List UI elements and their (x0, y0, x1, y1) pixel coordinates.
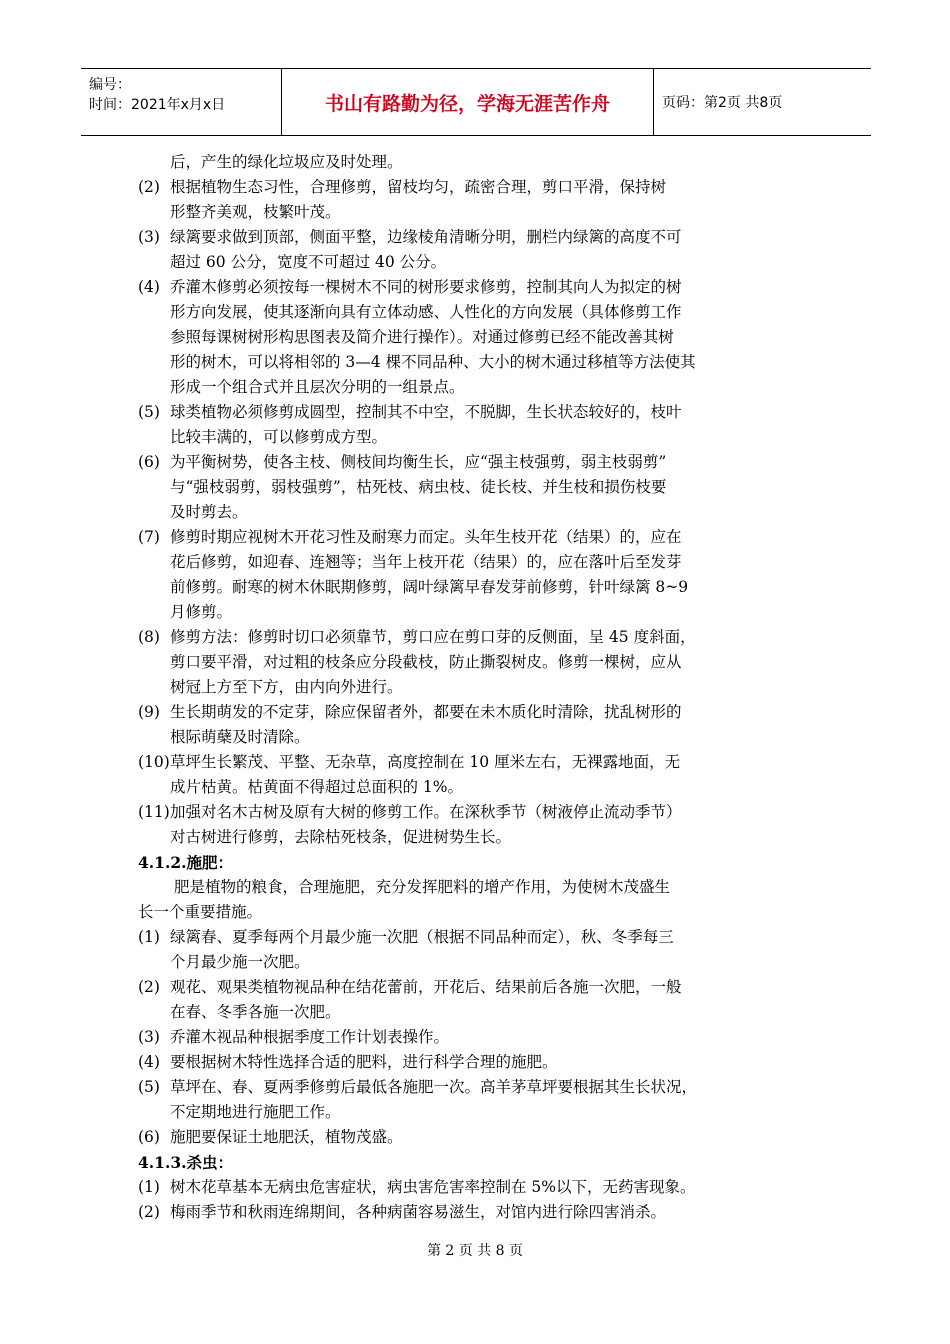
header-meta (81, 69, 282, 135)
item-line: 形的树木，可以将相邻的 3—4 棵不同品种、大小的树木通过移植等方法使其 (170, 353, 696, 371)
item-line: 前修剪。耐寒的树木休眠期修剪，阔叶绿篱早春发芽前修剪，针叶绿篱 8~9 (170, 578, 689, 596)
fertilize-para-line: 长一个重要措施。 (138, 903, 263, 921)
item-line: 花后修剪，如迎春、连翘等；当年上枝开花（结果）的，应在落叶后至发芽 (170, 553, 682, 571)
item-text (170, 400, 828, 450)
item-number: (6) (138, 1128, 160, 1146)
section-heading-fertilize: 4.1.2.施肥： (138, 853, 234, 872)
list-item (138, 450, 828, 525)
fertilize-list (138, 925, 828, 1150)
intro-line: 后，产生的绿化垃圾应及时处理。 (170, 153, 403, 171)
header-page-info: 页码：第2页 共8页 (662, 95, 783, 111)
item-line: 对古树进行修剪，去除枯死枝条，促进树势生长。 (170, 828, 512, 846)
item-line: 草坪在、春、夏两季修剪后最低各施肥一次。高羊茅草坪要根据其生长状况， (170, 1078, 698, 1096)
item-text (170, 700, 828, 750)
item-line: 超过 60 公分，宽度不可超过 40 公分。 (170, 253, 447, 271)
item-text (170, 925, 828, 975)
page-footer: 第 2 页 共 8 页 (426, 1243, 524, 1259)
item-line: 乔灌木视品种根据季度工作计划表操作。 (170, 1028, 450, 1046)
list-item (138, 1175, 828, 1200)
list-item (138, 975, 828, 1025)
item-line: 观花、观果类植物视品种在结花蕾前，开花后、结果前后各施一次肥，一般 (170, 978, 682, 996)
item-number: (4) (138, 1053, 160, 1071)
item-text (170, 625, 828, 700)
item-line: 球类植物必须修剪成圆型，控制其不中空，不脱脚，生长状态较好的，枝叶 (170, 403, 682, 421)
item-text (170, 975, 828, 1025)
document-number-label: 编号： (89, 77, 131, 93)
section-heading-pest: 4.1.3.杀虫： (138, 1153, 234, 1172)
item-line: 绿篱要求做到顶部，侧面平整，边缘棱角清晰分明，删栏内绿篱的高度不可 (170, 228, 682, 246)
item-number: (2) (138, 978, 160, 996)
item-number: (1) (138, 928, 160, 946)
item-line: 修剪方法：修剪时切口必须靠节，剪口应在剪口芽的反侧面，呈 45 度斜面， (170, 628, 696, 646)
item-line: 成片枯黄。枯黄面不得超过总面积的 1%。 (170, 778, 464, 796)
item-text (170, 1125, 828, 1150)
page-header (81, 68, 871, 136)
header-motto: 书山有路勤为径，学海无涯苦作舟 (282, 69, 654, 135)
item-line: 梅雨季节和秋雨连绵期间，各种病菌容易滋生，对馆内进行除四害消杀。 (170, 1203, 667, 1221)
item-line: 加强对名木古树及原有大树的修剪工作。在深秋季节（树液停止流动季节） (170, 803, 682, 821)
fertilize-para-line: 肥是植物的粮食，合理施肥，充分发挥肥料的增产作用，为使树木茂盛生 (174, 878, 671, 896)
list-item (138, 225, 828, 275)
list-item (138, 175, 828, 225)
list-item (138, 700, 828, 750)
item-text (170, 525, 828, 625)
item-line: 参照每课树树形构思图表及简介进行操作）。对通过修剪已经不能改善其树 (170, 328, 674, 346)
item-line: 要根据树木特性选择合适的肥料，进行科学合理的施肥。 (170, 1053, 558, 1071)
item-line: 形成一个组合式并且层次分明的一组景点。 (170, 378, 465, 396)
item-line: 月修剪。 (170, 603, 233, 621)
item-number: (2) (138, 1203, 160, 1221)
item-line: 修剪时期应视树木开花习性及耐寒力而定。头年生枝开花（结果）的，应在 (170, 528, 682, 546)
item-line: 树木花草基本无病虫危害症状，病虫害危害率控制在 5%以下，无药害现象。 (170, 1178, 696, 1196)
item-line: 根际萌蘖及时清除。 (170, 728, 310, 746)
pruning-list (138, 175, 828, 850)
item-line: 剪口要平滑，对过粗的枝条应分段截枝，防止撕裂树皮。修剪一棵树，应从 (170, 653, 682, 671)
item-text (170, 275, 828, 400)
document-time: 时间：2021年x月x日 (89, 97, 226, 113)
item-text (170, 225, 828, 275)
item-number: (6) (138, 453, 160, 471)
item-number: (2) (138, 178, 160, 196)
list-item (138, 925, 828, 975)
item-line: 乔灌木修剪必须按每一棵树木不同的树形要求修剪，控制其向人为拟定的树 (170, 278, 682, 296)
item-line: 与“强枝弱剪，弱枝强剪”，枯死枝、病虫枝、徒长枝、并生枝和损伤枝要 (170, 478, 667, 496)
item-text (170, 1025, 828, 1050)
list-item (138, 1050, 828, 1075)
list-item (138, 525, 828, 625)
list-item (138, 1200, 828, 1225)
item-number: (3) (138, 1028, 160, 1046)
item-text (170, 175, 828, 225)
item-line: 生长期萌发的不定芽，除应保留者外，都要在未木质化时清除，扰乱树形的 (170, 703, 682, 721)
item-number: (5) (138, 403, 160, 421)
item-number: (1) (138, 1178, 160, 1196)
item-line: 为平衡树势，使各主枝、侧枝间均衡生长，应“强主枝强剪，弱主枝弱剪” (170, 453, 667, 471)
list-item (138, 625, 828, 700)
item-number: (10) (138, 753, 170, 771)
item-text (170, 750, 828, 800)
list-item (138, 1125, 828, 1150)
item-number: (3) (138, 228, 160, 246)
item-text (170, 1075, 828, 1125)
item-number: (8) (138, 628, 160, 646)
item-line: 比较丰满的，可以修剪成方型。 (170, 428, 388, 446)
item-text (170, 1175, 828, 1200)
document-body (138, 150, 828, 1225)
item-number: (9) (138, 703, 160, 721)
item-line: 根据植物生态习性，合理修剪，留枝均匀，疏密合理，剪口平滑，保持树 (170, 178, 667, 196)
list-item (138, 1025, 828, 1050)
item-line: 形整齐美观，枝繁叶茂。 (170, 203, 341, 221)
item-line: 不定期地进行施肥工作。 (170, 1103, 341, 1121)
list-item (138, 1075, 828, 1125)
item-line: 及时剪去。 (170, 503, 248, 521)
item-text (170, 1050, 828, 1075)
list-item (138, 275, 828, 400)
item-line: 绿篱春、夏季每两个月最少施一次肥（根据不同品种而定），秋、冬季每三 (170, 928, 674, 946)
item-text (170, 1200, 828, 1225)
item-line: 树冠上方至下方，由内向外进行。 (170, 678, 403, 696)
item-line: 个月最少施一次肥。 (170, 953, 310, 971)
list-item (138, 750, 828, 800)
item-line: 在春、冬季各施一次肥。 (170, 1003, 341, 1021)
pest-list (138, 1175, 828, 1225)
item-number: (5) (138, 1078, 160, 1096)
item-number: (4) (138, 278, 160, 296)
item-number: (7) (138, 528, 160, 546)
item-number: (11) (138, 803, 170, 821)
list-item (138, 800, 828, 850)
list-item (138, 400, 828, 450)
item-text (170, 450, 828, 525)
item-text (170, 800, 828, 850)
item-line: 草坪生长繁茂、平整、无杂草，高度控制在 10 厘米左右，无裸露地面，无 (170, 753, 681, 771)
item-line: 形方向发展，使其逐渐向具有立体动感、人性化的方向发展（具体修剪工作 (170, 303, 682, 321)
item-line: 施肥要保证土地肥沃，植物茂盛。 (170, 1128, 403, 1146)
